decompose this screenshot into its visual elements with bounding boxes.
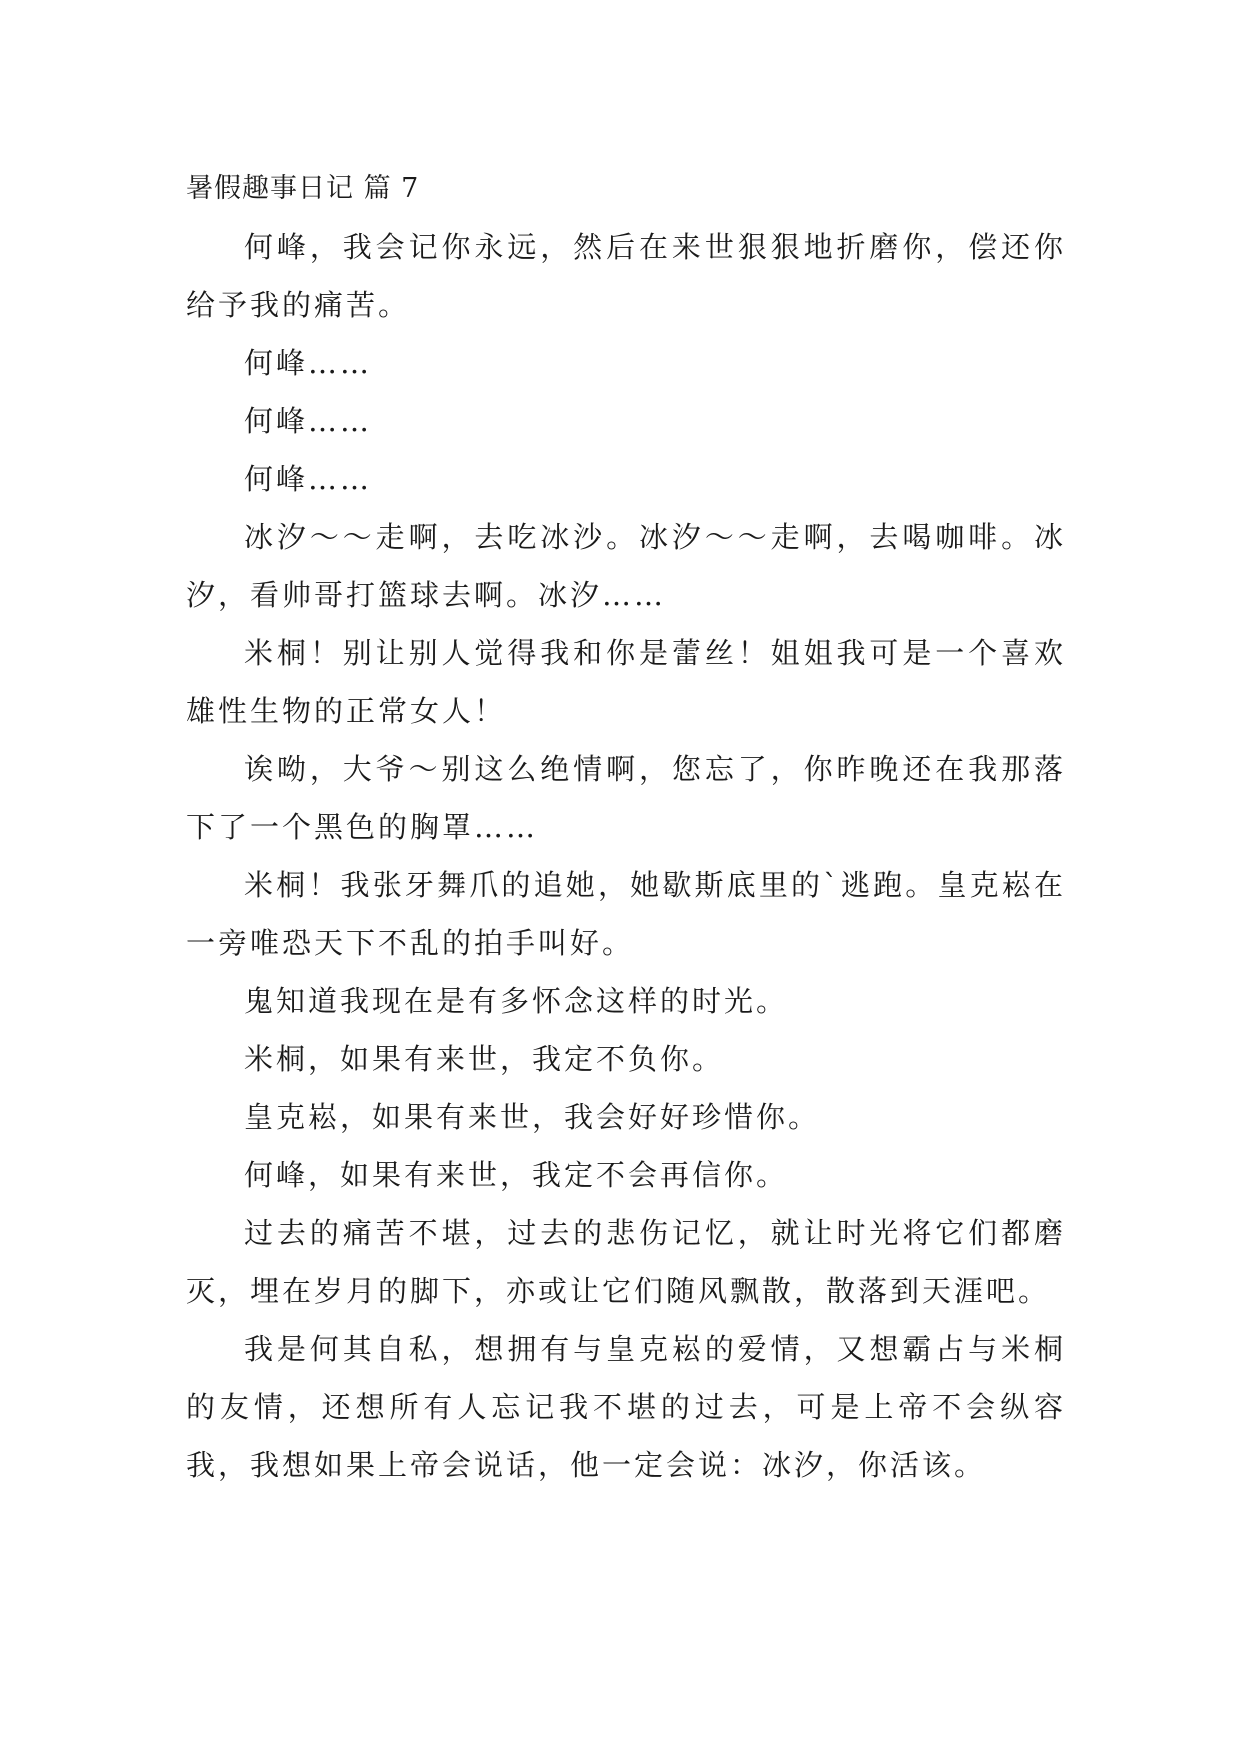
paragraph: 皇克崧，如果有来世，我会好好珍惜你。: [244, 1100, 821, 1134]
paragraph: 何峰……: [244, 404, 373, 438]
paragraph: 何峰……: [244, 462, 373, 496]
document-title: 暑假趣事日记 篇 7: [186, 173, 420, 204]
document-body: [186, 160, 1066, 1494]
paragraph: 诶呦，大爷～别这么绝情啊，您忘了，你昨晚还在我那落下了一个黑色的胸罩……: [186, 752, 1066, 844]
paragraph: 鬼知道我现在是有多怀念这样的时光。: [244, 984, 789, 1018]
paragraph: 米桐，如果有来世，我定不负你。: [244, 1042, 725, 1076]
paragraph: 米桐！我张牙舞爪的追她，她歇斯底里的`逃跑。皇克崧在一旁唯恐天下不乱的拍手叫好。: [186, 868, 1066, 960]
paragraph: 何峰，我会记你永远，然后在来世狠狠地折磨你，偿还你给予我的痛苦。: [186, 230, 1066, 322]
paragraph: 过去的痛苦不堪，过去的悲伤记忆，就让时光将它们都磨灭，埋在岁月的脚下，亦或让它们随风飘散，散落到天涯吧。: [186, 1216, 1066, 1308]
paragraph: 我是何其自私，想拥有与皇克崧的爱情，又想霸占与米桐的友情，还想所有人忘记我不堪的过去，可是上帝不会纵容我，我想如果上帝会说话，他一定会说：冰汐，你活该。: [186, 1332, 1066, 1482]
paragraph: 何峰，如果有来世，我定不会再信你。: [244, 1158, 789, 1192]
paragraph: 冰汐～～走啊，去吃冰沙。冰汐～～走啊，去喝咖啡。冰汐，看帅哥打篮球去啊。冰汐……: [186, 520, 1066, 612]
paragraph: 米桐！别让别人觉得我和你是蕾丝！姐姐我可是一个喜欢雄性生物的正常女人！: [186, 636, 1066, 728]
paragraph: 何峰……: [244, 346, 373, 380]
